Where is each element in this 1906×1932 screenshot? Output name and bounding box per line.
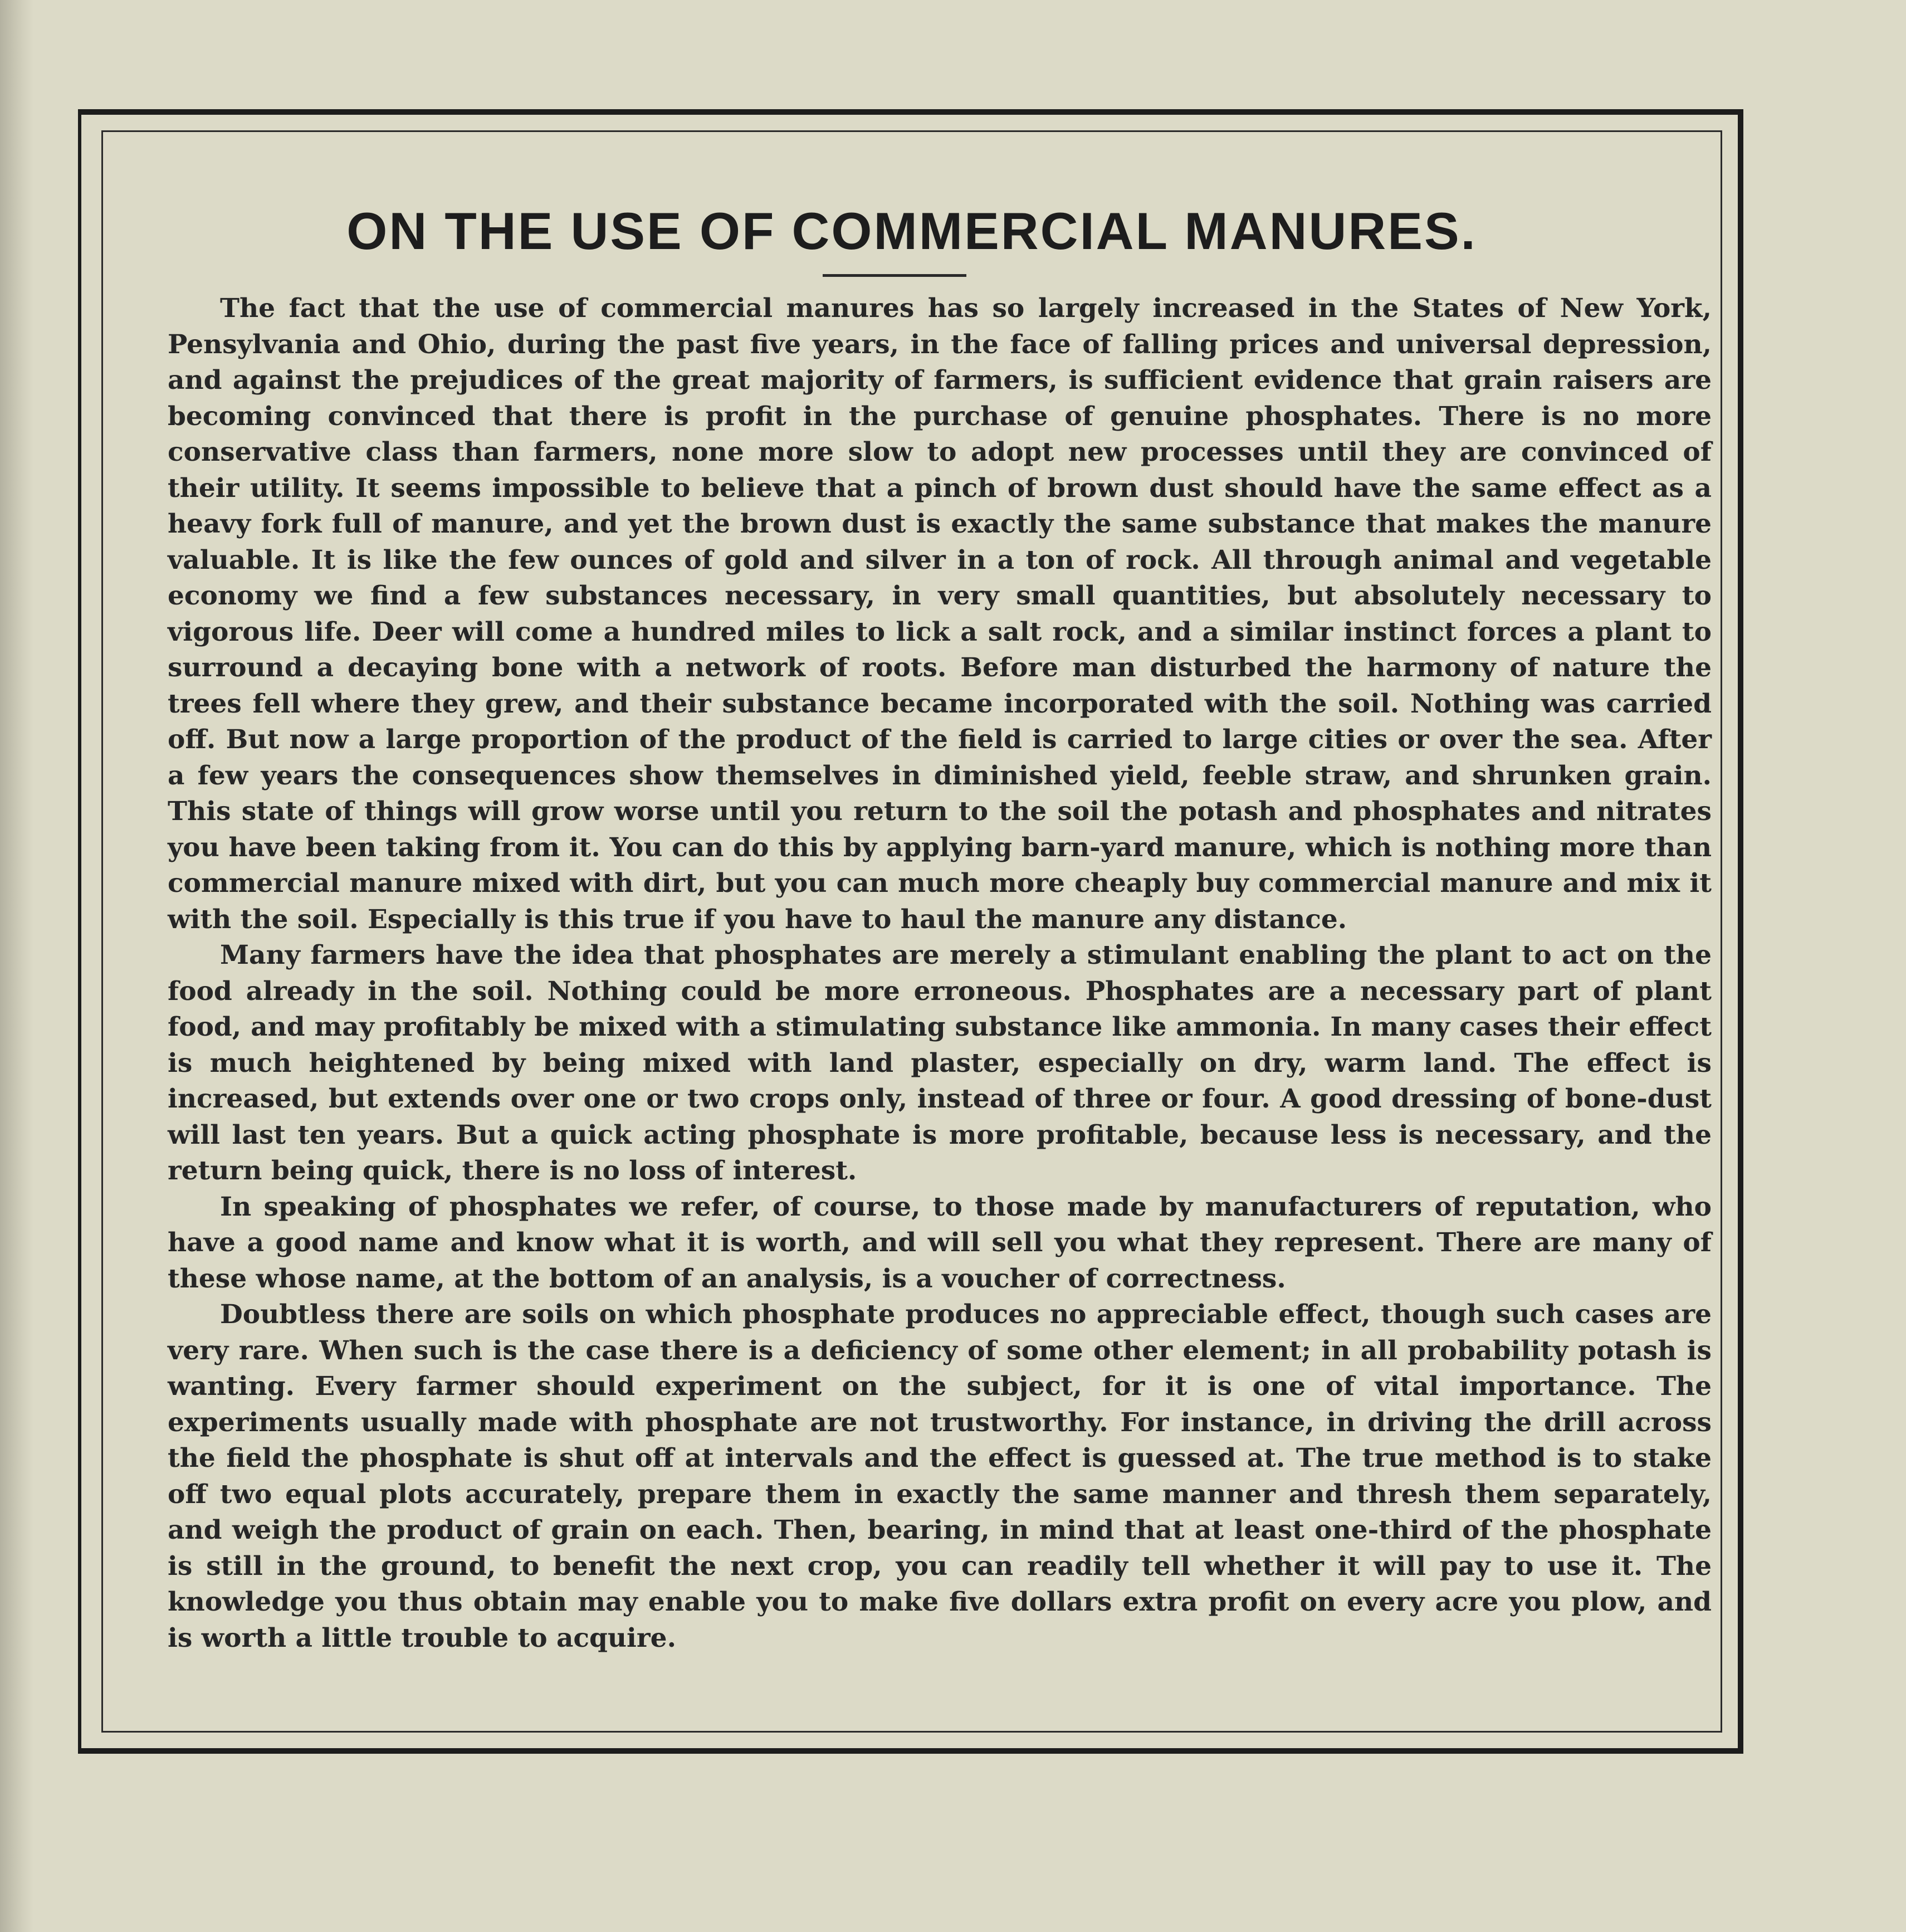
page-title: ON THE USE OF COMMERCIAL MANURES.	[346, 202, 1477, 260]
article-body	[168, 291, 1712, 1656]
paragraph-2: Many farmers have the idea that phosphates are merely a stimulant enabling the plant to act on the food already in the soil. Nothing could be more erroneous. Phosphates are a necessary part of plant food, and may profitably be mixed with a stimulating substance like ammonia. In many cases their effect is much heightened by being mixed with land plaster, especially on dry, warm land. The effect is increased, but extends over one or two crops only, instead of three or four. A good dressing of bone-dust will last ten years. But a quick acting phosphate is more profitable, because less is necessary, and the return being quick, there is no loss of interest.	[168, 940, 1712, 1186]
paragraph-1: The fact that the use of commercial manures has so largely increased in the States of New York, Pensylvania and Ohio, during the past five years, in the face of falling prices and universal depression, and against the prejudices of the great majority of farmers, is sufficient evidence that grain raisers are becoming convinced that there is profit in the purchase of genuine phosphates. There is no more conservative class than farmers, none more slow to adopt new processes until they are convinced of their utility. It seems impossible to believe that a pinch of brown dust should have the same effect as a heavy fork full of manure, and yet the brown dust is exactly the same substance that makes the manure valuable. It is like the few ounces of gold and silver in a ton of rock. All through animal and vegetable economy we find a few substances necessary, in very small quantities, but absolutely necessary to vigorous life. Deer will come a hundred miles to lick a salt rock, and a similar instinct forces a plant to surround a decaying bone with a network of roots. Before man disturbed the harmony of nature the trees fell where they grew, and their substance became incorporated with the soil. Nothing was carried off. But now a large proportion of the product of the field is carried to large cities or over the sea. After a few years the consequences show themselves in diminished yield, feeble straw, and shrunken grain. This state of things will grow worse until you return to the soil the potash and phosphates and nitrates you have been taking from it. You can do this by applying barn-yard manure, which is nothing more than commercial manure mixed with dirt, but you can much more cheaply buy commercial manure and mix it with the soil. Especially is this true if you have to haul the manure any distance.	[168, 293, 1712, 935]
outer-border-frame	[78, 109, 1743, 1754]
paragraph-4: Doubtless there are soils on which phosphate produces no appreciable effect, though such cases are very rare. When such is the case there is a deficiency of some other element; in all probability potash is wanting. Every farmer should experiment on the subject, for it is one of vital importance. The experiments usually made with phosphate are not trustworthy. For instance, in driving the drill across the field the phosphate is shut off at intervals and the effect is guessed at. The true method is to stake off two equal plots accurately, prepare them in exactly the same manner and thresh them separately, and weigh the product of grain on each. Then, bearing, in mind that at least one-third of the phosphate is still in the ground, to benefit the next crop, you can readily tell whether it will pay to use it. The knowledge you thus obtain may enable you to make five dollars extra profit on every acre you plow, and is worth a little trouble to acquire.	[168, 1299, 1712, 1653]
page-spine-shadow	[0, 0, 33, 1932]
inner-border-frame	[101, 130, 1722, 1733]
title-divider	[823, 274, 966, 277]
paragraph-3: In speaking of phosphates we refer, of course, to those made by manufacturers of reputation, who have a good name and know what it is worth, and will sell you what they represent. There are many of these whose name, at the bottom of an analysis, is a voucher of correctness.	[168, 1191, 1712, 1294]
